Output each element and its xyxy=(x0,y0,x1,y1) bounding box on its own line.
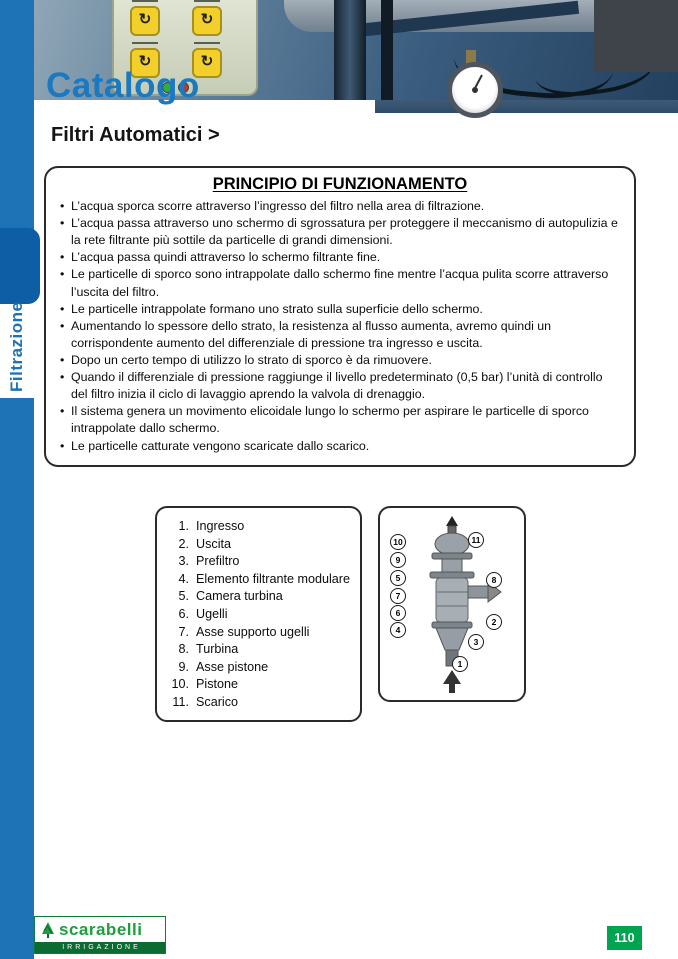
legend-item-number: 7. xyxy=(178,624,189,639)
panel-button-icon: ↻ xyxy=(192,48,222,78)
panel-label-line xyxy=(132,42,158,44)
legend-item-label: Ingresso xyxy=(196,519,245,533)
legend-item xyxy=(165,571,350,587)
principle-bullet: • Il sistema genera un movimento elicoidale lungo lo schermo per aspirare le particelle di sporco intrappolate dallo schermo. xyxy=(60,403,620,437)
diagram-callout: 8 xyxy=(486,572,502,588)
principle-bullet: • Le particelle intrappolate formano uno strato sulla superficie dello schermo. xyxy=(60,301,620,318)
legend-item xyxy=(165,694,350,710)
header-photo-extension xyxy=(375,100,678,113)
legend-item-label: Camera turbina xyxy=(196,589,283,604)
legend-item-label: Prefiltro xyxy=(196,554,240,569)
diagram-callout: 5 xyxy=(390,570,406,586)
diagram-callout: 6 xyxy=(390,605,406,621)
gauge-center-dot xyxy=(472,87,478,93)
legend-item xyxy=(165,588,350,604)
legend-item-number: 10. xyxy=(171,677,189,692)
legend-item-label: Ugelli xyxy=(196,607,228,622)
principle-bullet: • Dopo un certo tempo di utilizzo lo strato di sporco è da rimuovere. xyxy=(60,352,620,369)
pressure-gauge xyxy=(447,62,503,118)
brand-name: scarabelli xyxy=(59,920,143,939)
section-label: Filtrazione xyxy=(7,301,26,393)
legend-item-number: 5. xyxy=(178,589,189,604)
legend-item-label: Uscita xyxy=(196,536,231,551)
panel-button-icon: ↻ xyxy=(130,6,160,36)
section-subtitle: Filtri Automatici > xyxy=(51,124,220,146)
legend-item xyxy=(165,536,350,552)
legend-item-number: 1. xyxy=(178,519,189,533)
legend-item-number: 9. xyxy=(178,659,189,674)
legend-item-number: 8. xyxy=(178,642,189,657)
panel-label-line xyxy=(194,0,220,2)
legend-item xyxy=(165,606,350,622)
legend-item-number: 6. xyxy=(178,607,189,622)
legend-item xyxy=(165,676,350,692)
legend-item-number: 11. xyxy=(172,695,189,710)
legend-item-label: Asse supporto ugelli xyxy=(196,624,310,639)
filter-diagram-graphic xyxy=(402,514,502,696)
legend-item-label: Elemento filtrante modulare xyxy=(196,571,351,586)
panel-button-icon: ↻ xyxy=(130,48,160,78)
page-title: Catalogo xyxy=(46,66,200,105)
brand-subtitle: IRRIGAZIONE xyxy=(35,942,165,953)
pipe-photo-shape xyxy=(381,0,393,100)
legend-item-number: 2. xyxy=(178,536,189,551)
legend-item xyxy=(165,659,350,675)
principle-bullet: • L’acqua passa quindi attraverso lo schermo filtrante fine. xyxy=(60,249,620,266)
principle-bullet: • Aumentando lo spessore dello strato, la resistenza al flusso aumenta, avremo quindi un corrispondente aumento del differenziale di pressione tra ingresso e uscita. xyxy=(60,318,620,352)
diagram-callout: 4 xyxy=(390,622,406,638)
legend-item-label: Asse pistone xyxy=(196,659,269,674)
diagram-callout: 11 xyxy=(468,532,484,548)
pipe-photo-shape xyxy=(334,0,366,100)
panel-label-line xyxy=(132,0,158,2)
brand-logo xyxy=(34,916,166,954)
diagram-callout: 7 xyxy=(390,588,406,604)
diagram-callout: 1 xyxy=(452,656,468,672)
left-accent-strip xyxy=(0,0,34,230)
parts-legend-box xyxy=(155,506,362,722)
cabinet-photo-shape xyxy=(594,0,678,72)
brand-logo-top xyxy=(35,917,165,942)
principle-title: PRINCIPIO DI FUNZIONAMENTO xyxy=(212,175,468,193)
legend-item xyxy=(165,641,350,657)
legend-item xyxy=(165,624,350,640)
diagram-callout: 3 xyxy=(468,634,484,650)
legend-item-label: Turbina xyxy=(196,642,239,657)
principle-bullet: • Le particelle catturate vengono scaricate dallo scarico. xyxy=(60,438,620,455)
diagram-callout: 2 xyxy=(486,614,502,630)
left-accent-strip xyxy=(0,398,34,959)
tree-icon xyxy=(41,922,55,938)
legend-item xyxy=(165,553,350,569)
legend-item-label: Scarico xyxy=(196,695,238,710)
principle-bullet: • L’acqua passa attraverso uno schermo di sgrossatura per proteggere il meccanismo di autopulizia e la rete filtrante più sottile da particelle di grandi dimensioni. xyxy=(60,215,620,249)
legend-item-label: Pistone xyxy=(196,677,239,692)
page-number-badge: 110 xyxy=(607,926,642,950)
principle-box xyxy=(44,166,636,467)
principle-bullet: • L’acqua sporca scorre attraverso l’ingresso del filtro nella area di filtrazione. xyxy=(60,198,620,215)
section-tab xyxy=(0,228,40,304)
diagram-callout: 9 xyxy=(390,552,406,568)
legend-item-number: 3. xyxy=(178,554,189,569)
principle-bullet: • Le particelle di sporco sono intrappolate dallo schermo fine mentre l’acqua pulita scorre attraverso l’uscita del filtro. xyxy=(60,266,620,300)
diagram-callout: 10 xyxy=(390,534,406,550)
panel-button-icon: ↻ xyxy=(192,6,222,36)
legend-item-number: 4. xyxy=(178,571,189,586)
principle-bullet-list xyxy=(60,198,620,455)
panel-label-line xyxy=(194,42,220,44)
legend-item xyxy=(165,518,350,534)
filter-diagram-box xyxy=(378,506,526,702)
principle-bullet: • Quando il differenziale di pressione raggiunge il livello predeterminato (0,5 bar) l’unità di controllo del filtro inizia il ciclo di lavaggio aprendo la valvola di drenaggio. xyxy=(60,369,620,403)
